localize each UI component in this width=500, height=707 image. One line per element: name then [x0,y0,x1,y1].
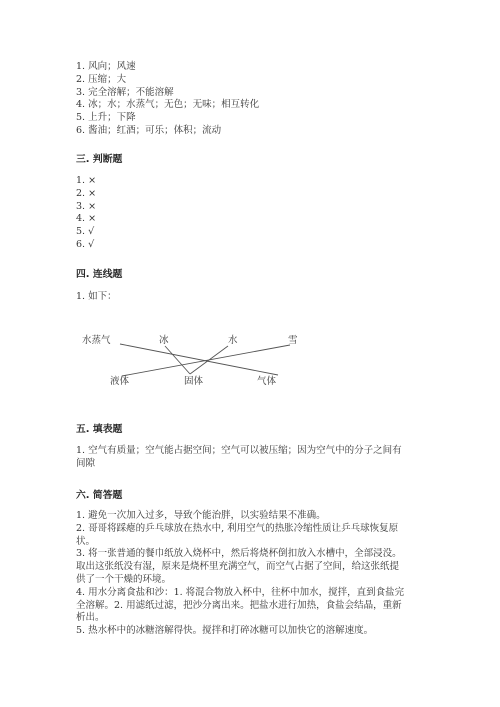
section3-heading: 三. 判断题 [76,154,123,165]
answer-line: 4. 用水分离食盐和沙：1. 将混合物放入杯中，往杯中加水，搅拌，直到食盐完 [76,586,405,598]
judgement-line: 3. × [76,200,97,212]
answer-line: 供了一个干燥的环境。 [76,573,172,585]
bottom-label: 固体 [184,376,204,387]
top-label: 水 [228,335,238,346]
section4-heading: 四. 连线题 [76,269,123,280]
answer-line: 1. 风向；风速 [76,61,136,72]
answer-line: 取出这张纸没有湿，原来是烧杯里充满空气，而空气占据了空间，给这张纸提 [76,561,400,573]
answer-line: 2. 压缩；大 [76,73,127,85]
judgement-line: 6. √ [76,238,95,250]
section5-answer [76,445,428,471]
section6-answers [76,510,428,638]
answer-line: 2. 哥哥将踩瘪的乒乓球放在热水中, 利用空气的热胀冷缩性质让乒乓球恢复原 [76,522,399,534]
answer-line: 6. 酱油；红酒；可乐；体积；流动 [76,124,222,136]
section6-heading: 六. 简答题 [76,490,123,501]
answer-line: 状。 [76,535,96,547]
top-label: 雪 [288,335,298,346]
answer-line: 全溶解。2. 用滤纸过滤，把沙分离出来。把盐水进行加热，食盐会结晶，重新 [76,599,402,611]
connector-line [165,346,190,374]
answer-line: 3. 将一张普通的餐巾纸放入烧杯中，然后将烧杯倒扣放入水槽中，全部浸没。 [76,548,402,560]
answer-line: 析出。 [76,612,105,624]
answer-line: 间隙 [76,457,96,469]
answer-line: 1. 避免一次加入过多，导致个能治胖，以实验结果不准确。 [76,510,326,521]
answer-line: 1. 空气有质量；空气能占据空间；空气可以被压缩；因为空气中的分子之间有 [76,445,402,456]
intro-line: 1. 如下： [76,291,117,302]
judgement-line: 5. √ [76,226,95,238]
section5-heading: 五. 填表题 [76,424,123,435]
judgement-line: 4. × [76,213,97,225]
answer-line: 5. 上升；下降 [76,112,136,124]
judgement-line: 2. × [76,187,97,199]
connector-line [120,344,278,375]
judgement-line: 1. × [76,175,97,186]
answer-line: 4. 冰；水；水蒸气；无色；无味；相互转化 [76,99,260,111]
answer-line: 5. 热水杯中的冰糖溶解得快。搅拌和打碎冰糖可以加快它的溶解速度。 [76,625,374,637]
top-label: 冰 [159,335,169,346]
top-label: 水蒸气 [82,335,111,346]
answer-line: 3. 完全溶解；不能溶解 [76,86,174,98]
bottom-label: 液体 [110,376,130,387]
bottom-label: 气体 [257,376,277,387]
